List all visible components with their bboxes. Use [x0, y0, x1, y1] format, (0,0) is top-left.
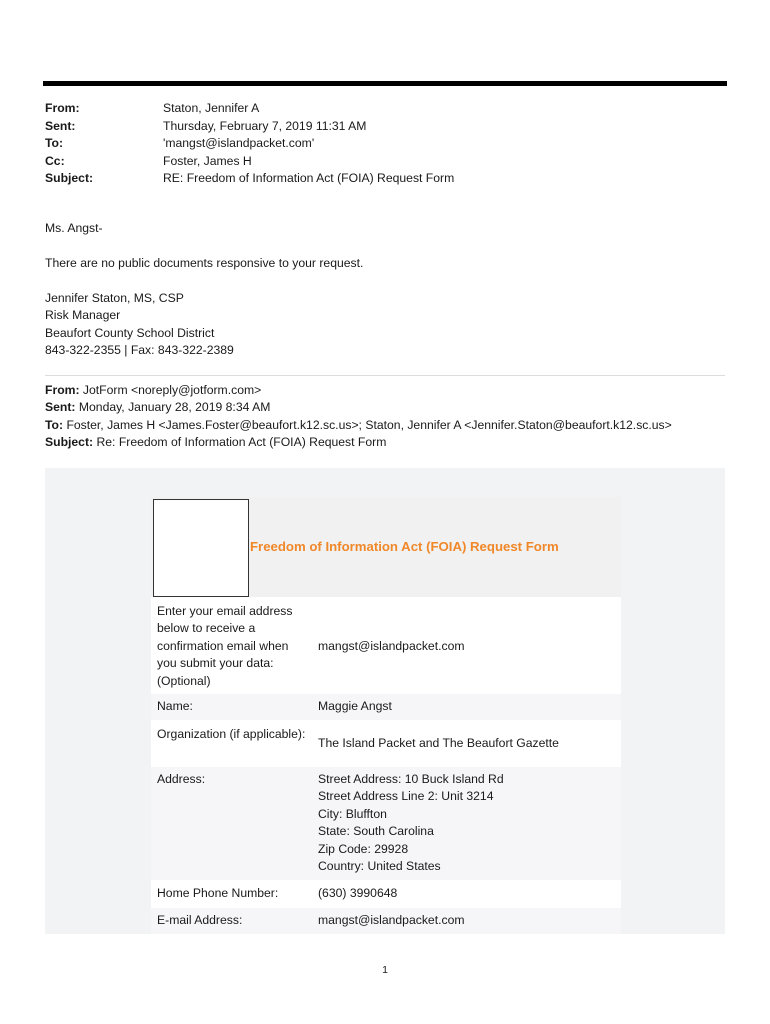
to-value: 'mangst@islandpacket.com' — [163, 136, 315, 151]
form-title: Freedom of Information Act (FOIA) Request Form — [250, 539, 559, 554]
to-label: To: — [45, 136, 64, 151]
subject-label: Subject: — [45, 171, 94, 186]
field-value: Maggie Angst — [318, 699, 392, 713]
header-to-row — [45, 135, 725, 153]
sent-value: Thursday, February 7, 2019 11:31 AM — [163, 118, 367, 133]
from-value: Staton, Jennifer A — [163, 101, 260, 115]
fwd-sent-value: Monday, January 28, 2019 8:34 AM — [78, 400, 271, 415]
email-header — [45, 100, 725, 188]
address-city: City: Bluffton — [318, 806, 387, 821]
fwd-sent-row — [45, 399, 725, 416]
header-rule — [43, 81, 727, 86]
form-row-name — [151, 694, 621, 720]
address-country: Country: United States — [318, 859, 441, 874]
header-cc-row — [45, 153, 725, 171]
field-value: mangst@islandpacket.com — [318, 913, 465, 927]
address-street: Street Address: 10 Buck Island Rd — [318, 772, 504, 786]
greeting: Ms. Angst- — [45, 221, 103, 235]
message-body: There are no public documents responsive to your request. — [45, 256, 364, 270]
page-number: 1 — [382, 964, 388, 976]
signature-phone: 843-322-2355 | Fax: 843-322-2389 — [45, 342, 234, 357]
form-row-confirmation-email — [151, 597, 621, 693]
foia-form-card — [151, 497, 621, 934]
field-label: Organization (if applicable): — [157, 727, 306, 741]
fwd-sent-label: Sent: — [45, 400, 76, 415]
sent-label: Sent: — [45, 118, 76, 133]
address-zip: Zip Code: 29928 — [318, 841, 409, 856]
fwd-subject-value: Re: Freedom of Information Act (FOIA) Request Form — [96, 435, 387, 450]
field-label: Name: — [157, 699, 193, 713]
form-row-email-address — [151, 908, 621, 934]
form-logo-placeholder — [153, 499, 249, 597]
forward-separator — [45, 375, 725, 376]
signature-name: Jennifer Staton, MS, CSP — [45, 291, 184, 305]
field-label: Address: — [157, 772, 206, 786]
fwd-to-label: To: — [45, 417, 64, 432]
address-state: State: South Carolina — [318, 824, 434, 839]
form-row-home-phone — [151, 881, 621, 907]
field-label: Enter your email address below to receive a confirmation email when you submit your data: (Optional) — [157, 604, 293, 688]
fwd-subject-row — [45, 434, 725, 451]
fwd-to-row — [45, 417, 725, 434]
field-label: E-mail Address: — [157, 913, 243, 927]
cc-label: Cc: — [45, 153, 65, 168]
field-value: (630) 3990648 — [318, 886, 398, 900]
header-from-row — [45, 100, 725, 118]
signature-org: Beaufort County School District — [45, 325, 215, 340]
address-line-2: Street Address Line 2: Unit 3214 — [318, 789, 494, 804]
fwd-from-row — [45, 382, 725, 399]
address-value — [318, 771, 618, 875]
subject-value: RE: Freedom of Information Act (FOIA) Request Form — [163, 171, 455, 186]
field-value: mangst@islandpacket.com — [318, 639, 465, 653]
cc-value: Foster, James H — [163, 153, 252, 168]
fwd-to-value: Foster, James H <James.Foster@beaufort.k12.sc.us>; Staton, Jennifer A <Jennifer.Staton@beaufort.k12.sc.us> — [66, 417, 672, 432]
header-subject-row — [45, 170, 725, 188]
header-sent-row — [45, 118, 725, 136]
signature-title: Risk Manager — [45, 308, 121, 323]
form-row-organization — [151, 721, 621, 766]
from-label: From: — [45, 101, 80, 115]
fwd-from-label: From: — [45, 383, 80, 397]
fwd-subject-label: Subject: — [45, 435, 94, 450]
signature — [45, 290, 725, 359]
field-value: The Island Packet and The Beaufort Gazette — [318, 736, 559, 750]
field-label: Home Phone Number: — [157, 886, 279, 900]
form-header — [151, 497, 621, 597]
forwarded-header — [45, 382, 725, 452]
fwd-from-value: JotForm <noreply@jotform.com> — [82, 383, 262, 397]
form-row-address — [151, 767, 621, 880]
